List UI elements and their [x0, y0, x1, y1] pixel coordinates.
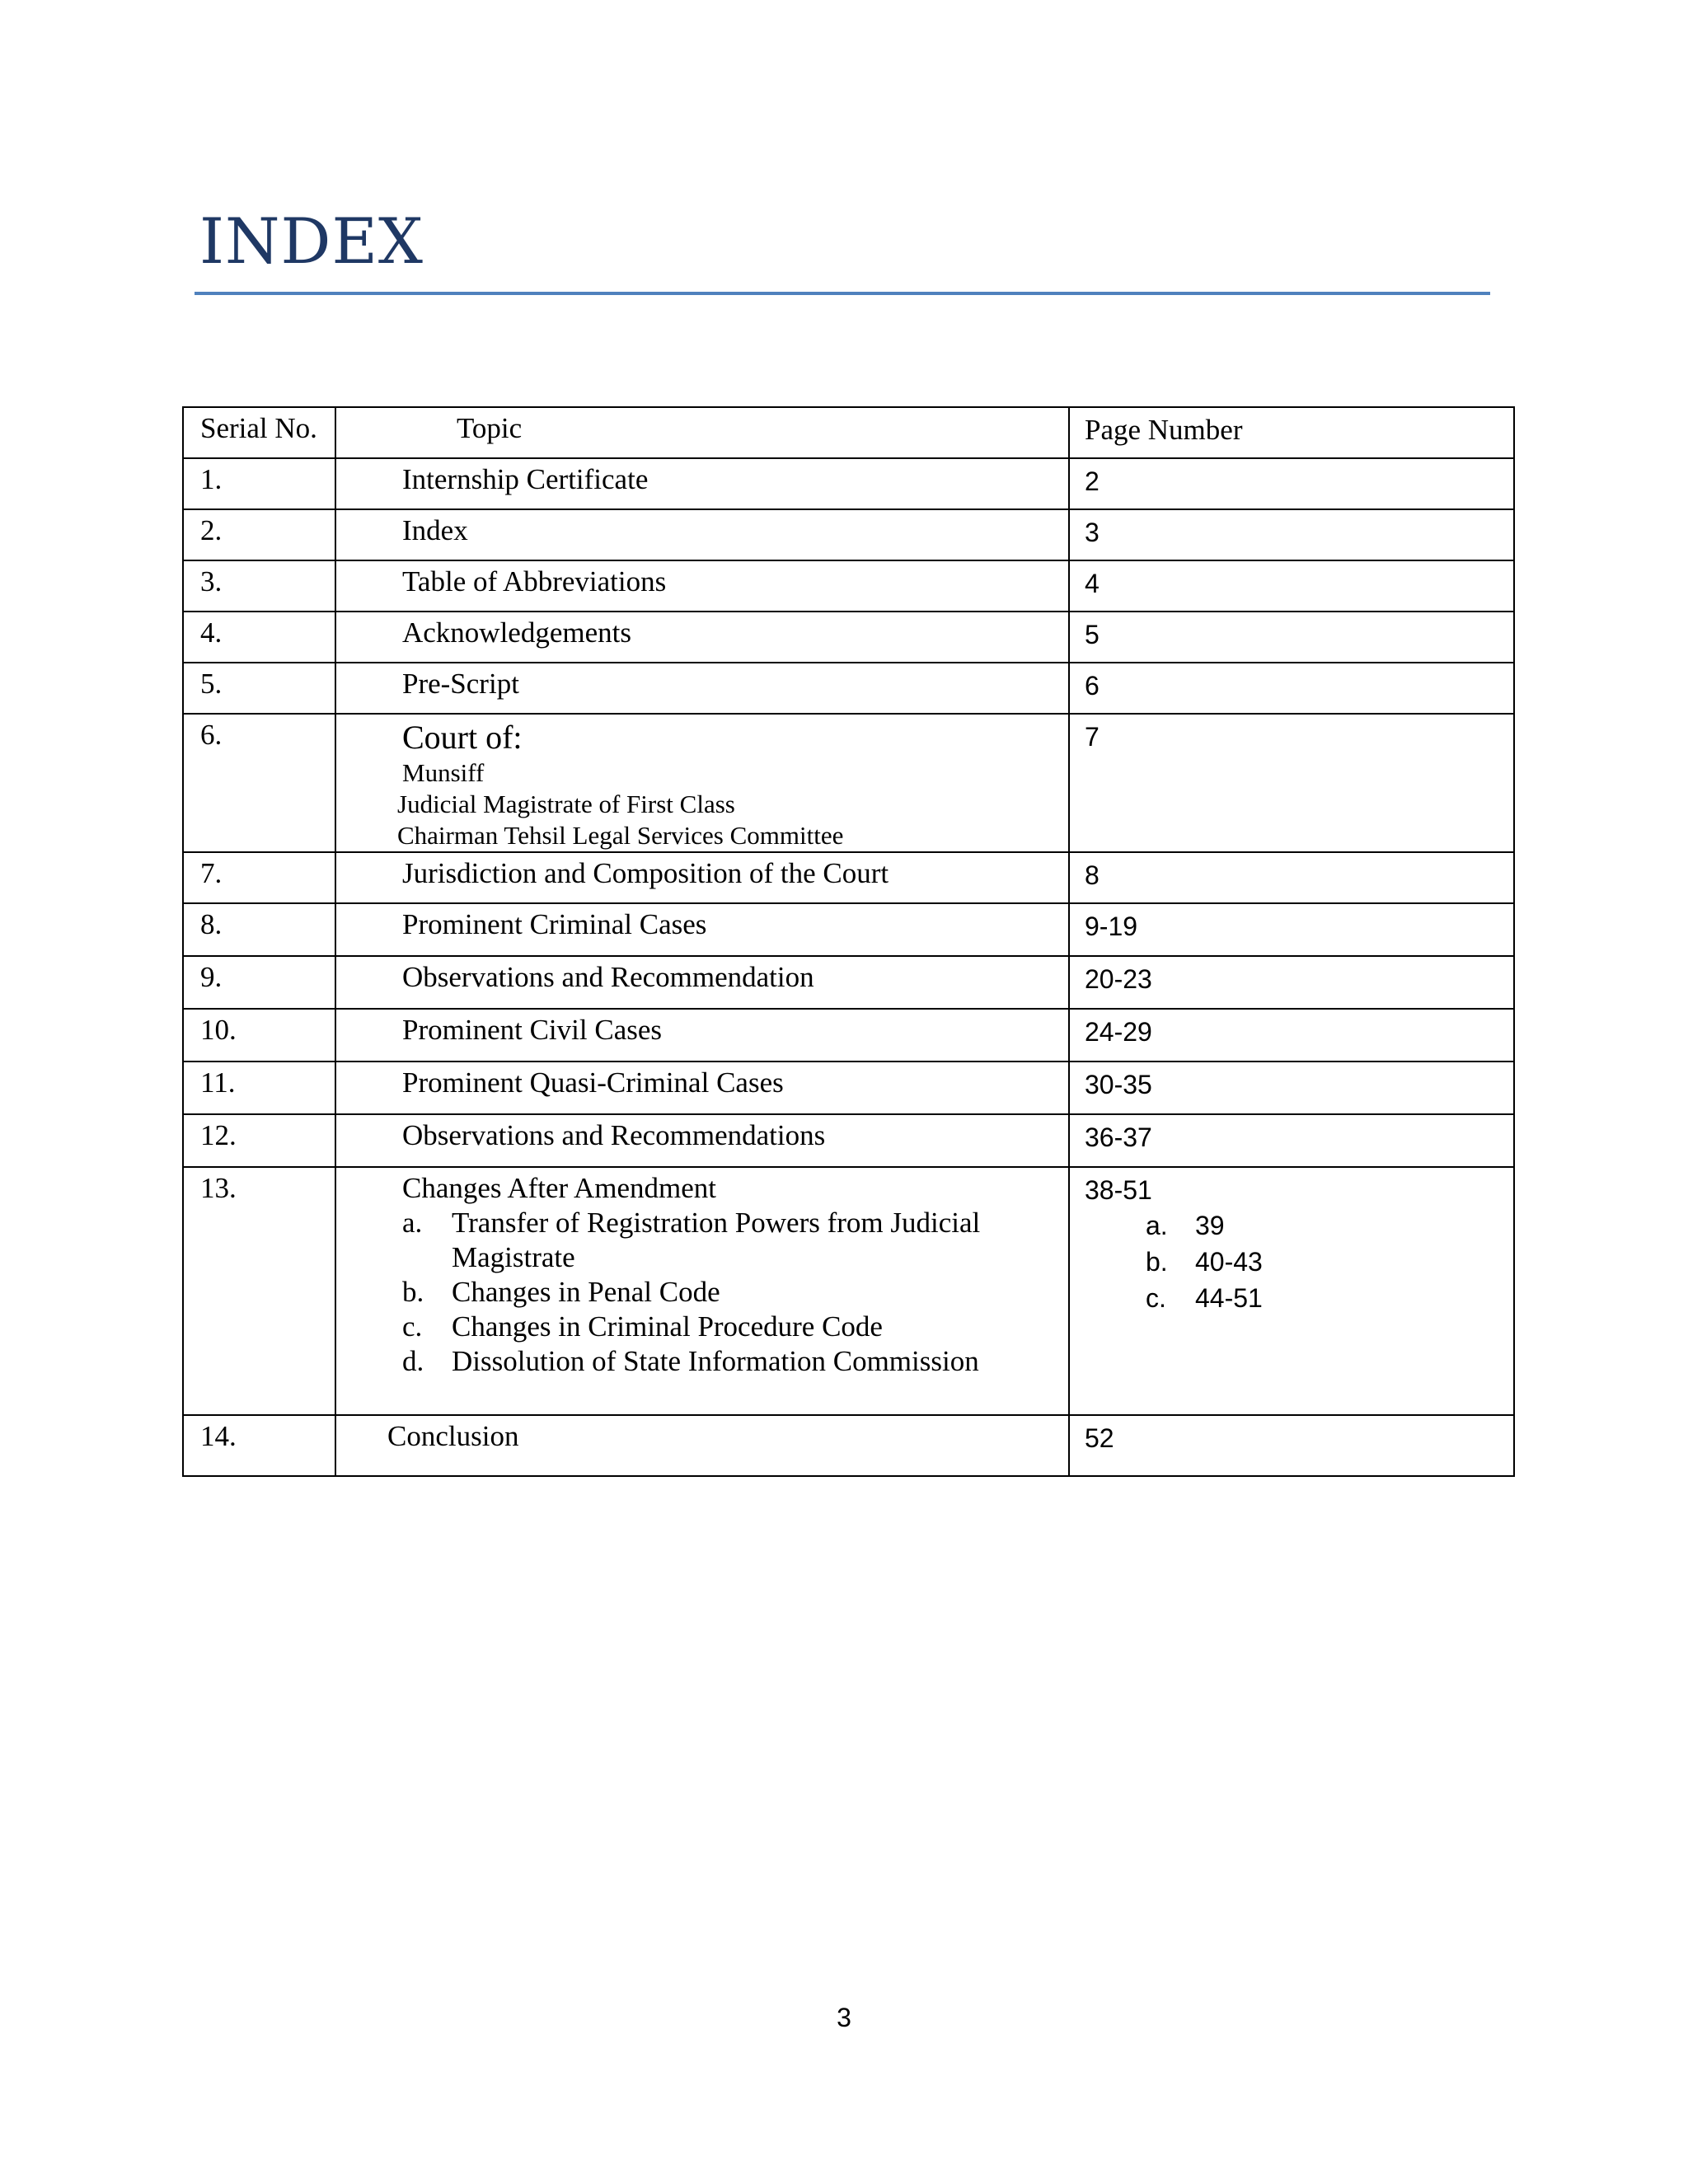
row-page: 3 [1069, 509, 1514, 560]
list-item [402, 1206, 1068, 1275]
table-row [183, 509, 1514, 560]
court-sub-line: Munsiff [402, 758, 485, 787]
row-page: 4 [1069, 560, 1514, 612]
list-item-text: Transfer of Registration Powers from Judicial Magistrate [452, 1207, 981, 1273]
table-row [183, 1114, 1514, 1167]
row-topic: Observations and Recommendations [402, 1119, 826, 1151]
row-serial: 12. [183, 1114, 335, 1167]
list-item-text: Dissolution of State Information Commission [452, 1345, 979, 1377]
row-page: 2 [1069, 458, 1514, 509]
list-item [1146, 1207, 1513, 1244]
page-title: INDEX [199, 204, 424, 278]
list-marker: c. [1146, 1283, 1166, 1313]
row-page: 52 [1069, 1415, 1514, 1476]
table-row [183, 714, 1514, 852]
row-topic: Court of: [402, 719, 523, 756]
row-topic: Changes After Amendment [402, 1172, 717, 1204]
court-sub-line: Chairman Tehsil Legal Services Committee [397, 821, 844, 850]
row-page: 9-19 [1069, 903, 1514, 956]
list-item [1146, 1280, 1513, 1316]
list-item [1146, 1244, 1513, 1280]
table-row [183, 458, 1514, 509]
row-serial: 14. [183, 1415, 335, 1476]
row-topic: Observations and Recommendation [402, 961, 814, 993]
row-serial: 3. [183, 560, 335, 612]
row-page: 8 [1069, 852, 1514, 903]
row-topic: Conclusion [387, 1420, 519, 1452]
header-topic: Topic [457, 412, 523, 444]
row-serial: 7. [183, 852, 335, 903]
table-row [183, 560, 1514, 612]
amendment-page-sub-list [1085, 1207, 1513, 1316]
row-serial: 4. [183, 612, 335, 663]
row-topic: Pre-Script [402, 668, 519, 700]
amendment-sub-list [336, 1206, 1068, 1379]
list-item-page: 39 [1195, 1211, 1225, 1240]
table-row [183, 1009, 1514, 1062]
row-serial: 8. [183, 903, 335, 956]
court-sub-line: Judicial Magistrate of First Class [397, 790, 735, 818]
row-page: 5 [1069, 612, 1514, 663]
table-row [183, 1167, 1514, 1415]
row-topic: Prominent Quasi-Criminal Cases [402, 1066, 784, 1099]
list-marker: a. [1146, 1211, 1168, 1240]
row-serial: 10. [183, 1009, 335, 1062]
row-page: 7 [1069, 714, 1514, 852]
row-serial: 13. [183, 1167, 335, 1415]
list-marker: c. [402, 1310, 423, 1343]
row-topic: Index [402, 514, 468, 546]
list-item-page: 40-43 [1195, 1247, 1263, 1277]
table-row [183, 1062, 1514, 1114]
list-item [402, 1344, 1068, 1379]
row-page: 30-35 [1069, 1062, 1514, 1114]
row-topic: Prominent Criminal Cases [402, 908, 707, 940]
index-table [182, 406, 1515, 1477]
row-serial: 1. [183, 458, 335, 509]
table-row [183, 612, 1514, 663]
row-page: 38-51 [1085, 1175, 1152, 1205]
row-serial: 11. [183, 1062, 335, 1114]
row-topic: Internship Certificate [402, 463, 649, 495]
row-page: 20-23 [1069, 956, 1514, 1009]
header-serial: Serial No. [183, 407, 335, 458]
table-row [183, 903, 1514, 956]
table-row [183, 956, 1514, 1009]
row-topic: Acknowledgements [402, 616, 631, 649]
list-item [402, 1310, 1068, 1344]
row-topic: Prominent Civil Cases [402, 1014, 662, 1046]
page-number: 3 [837, 2003, 851, 2032]
list-marker: d. [402, 1345, 424, 1377]
list-item [402, 1275, 1068, 1310]
row-page: 6 [1069, 663, 1514, 714]
list-marker: b. [402, 1276, 424, 1308]
row-page: 36-37 [1069, 1114, 1514, 1167]
row-topic: Table of Abbreviations [402, 565, 667, 598]
list-marker: a. [402, 1207, 423, 1239]
row-serial: 6. [183, 714, 335, 852]
table-row [183, 663, 1514, 714]
row-serial: 5. [183, 663, 335, 714]
table-header-row [183, 407, 1514, 458]
table-row [183, 1415, 1514, 1476]
row-page: 24-29 [1069, 1009, 1514, 1062]
list-item-text: Changes in Criminal Procedure Code [452, 1310, 883, 1343]
row-serial: 9. [183, 956, 335, 1009]
header-page-number: Page Number [1085, 414, 1243, 446]
row-topic: Jurisdiction and Composition of the Court [402, 857, 889, 889]
list-marker: b. [1146, 1247, 1168, 1277]
title-underline [195, 292, 1490, 295]
row-serial: 2. [183, 509, 335, 560]
list-item-page: 44-51 [1195, 1283, 1263, 1313]
table-row [183, 852, 1514, 903]
list-item-text: Changes in Penal Code [452, 1276, 720, 1308]
